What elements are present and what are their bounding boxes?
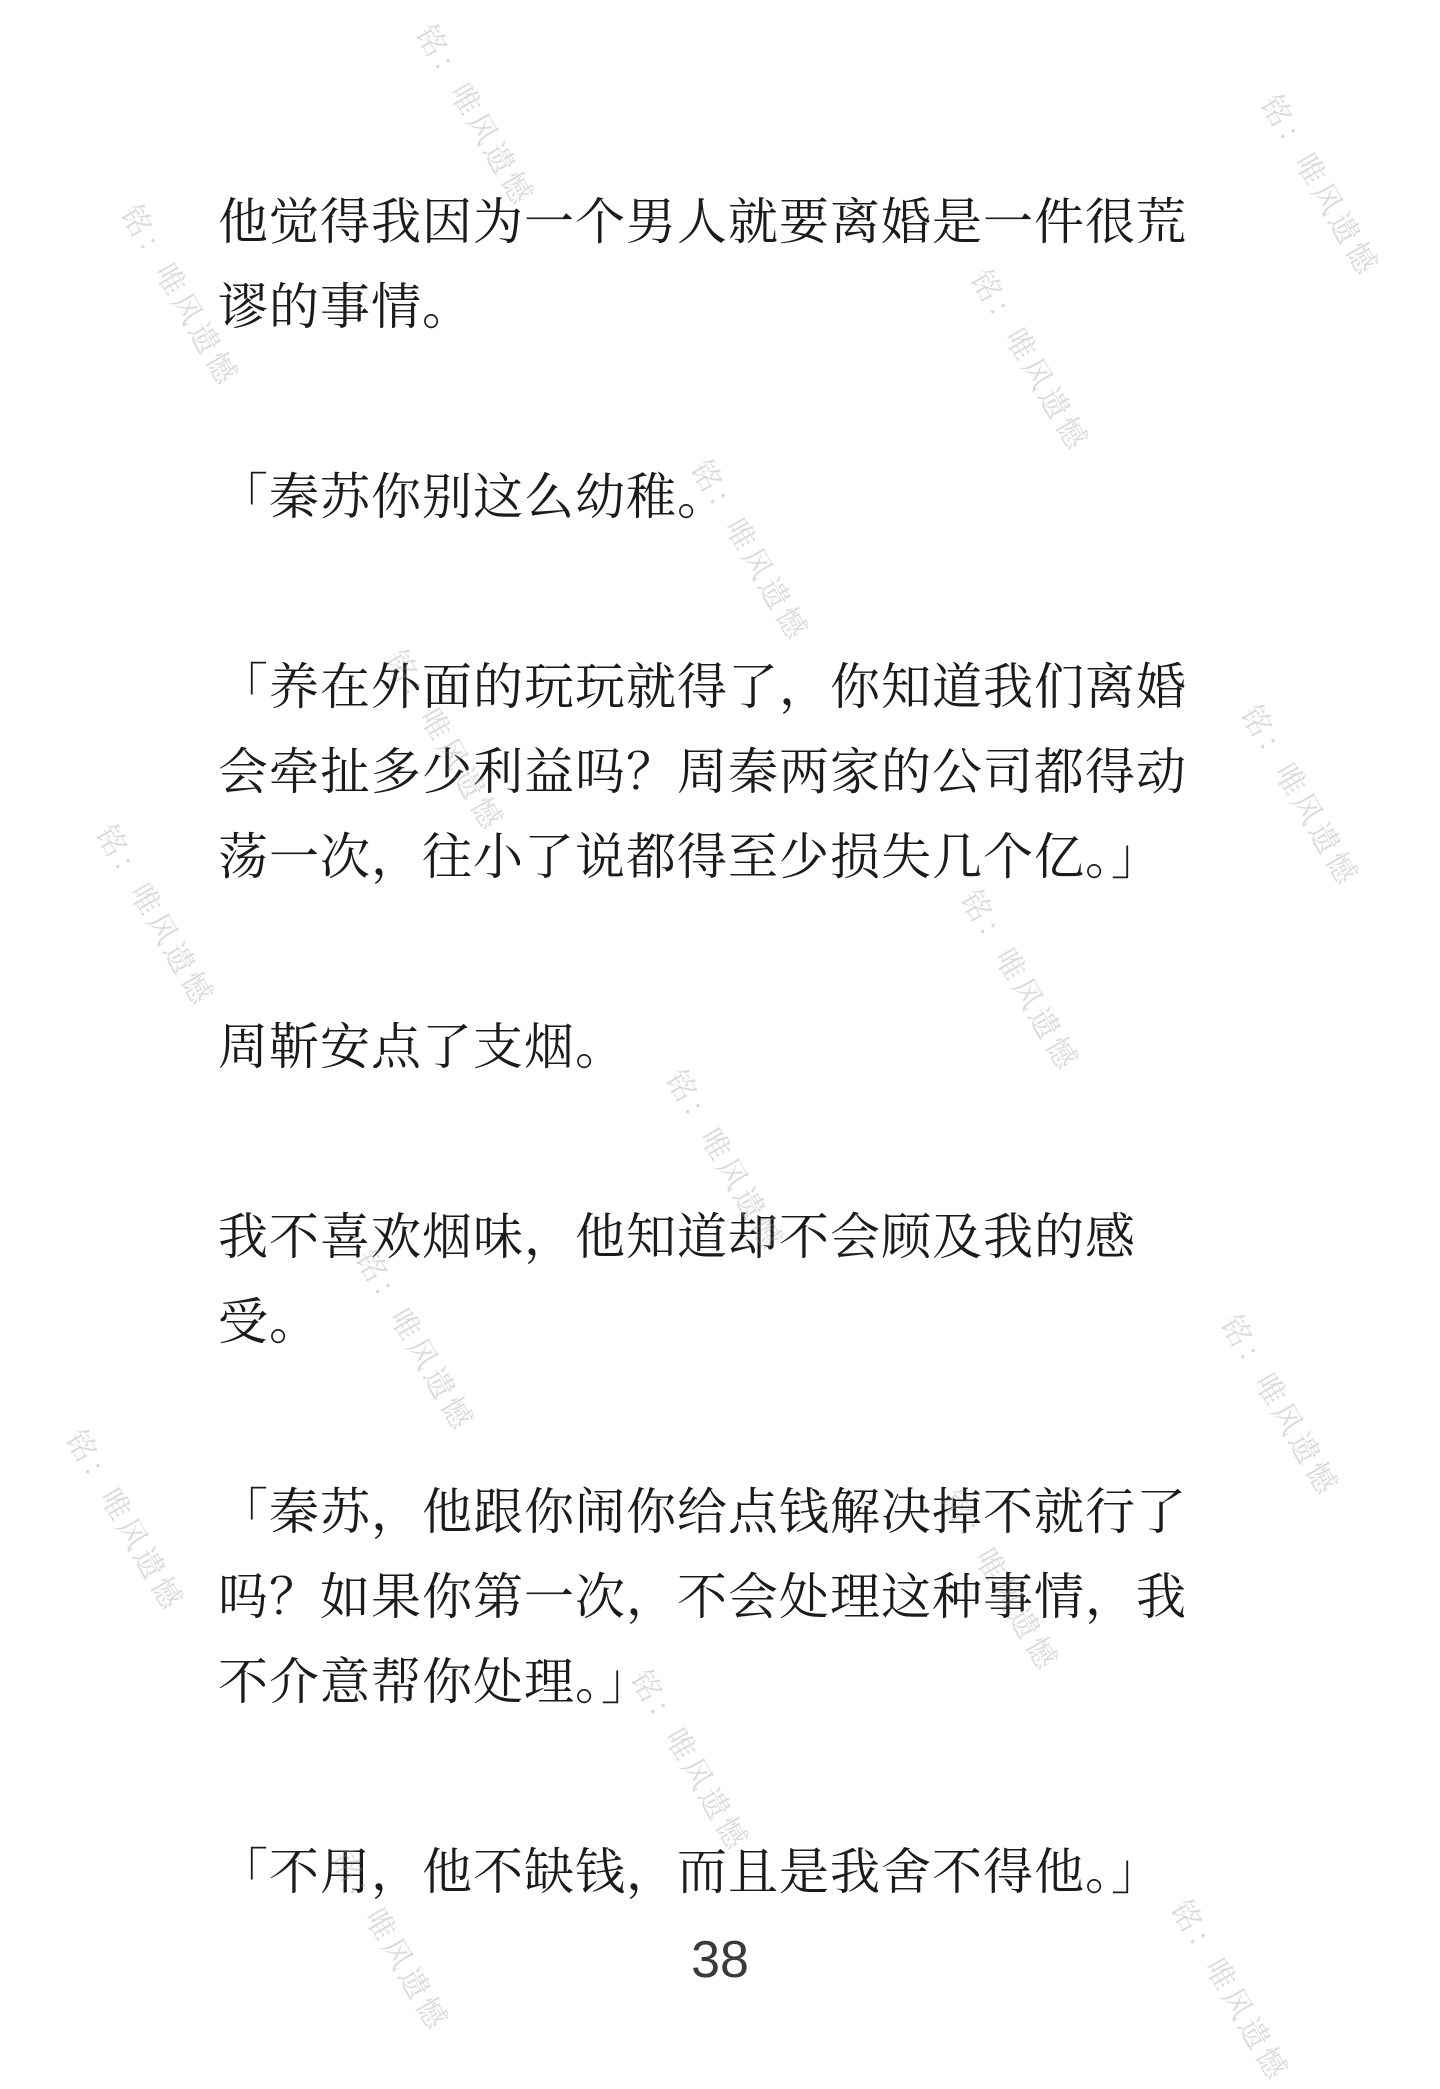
watermark: 铭：唯风遗憾 — [57, 1424, 191, 1619]
paragraph-7: 「不用，他不缺钱，而且是我舍不得他。」 — [218, 1843, 1162, 1901]
watermark: 铭：唯风遗憾 — [377, 644, 511, 839]
watermark: 铭：唯风遗憾 — [1162, 1894, 1296, 2089]
watermark: 铭：唯风遗憾 — [657, 1064, 791, 1259]
watermark: 铭：唯风遗憾 — [347, 1244, 481, 1439]
paragraph-2: 「秦苏你别这么幼稚。 — [218, 468, 728, 526]
watermark: 铭：唯风遗憾 — [682, 454, 816, 649]
watermark: 铭：唯风遗憾 — [407, 19, 541, 214]
watermark: 铭：唯风遗憾 — [1212, 1309, 1346, 1504]
paragraph-1: 他觉得我因为一个男人就要离婚是一件很荒谬的事情。 — [218, 193, 1187, 336]
watermark: 铭：唯风遗憾 — [1252, 89, 1386, 284]
paragraph-3: 「养在外面的玩玩就得了，你知道我们离婚会牵扯多少利益吗？周秦两家的公司都得动荡一次，往小了说都得至少损失几个亿。」 — [218, 658, 1187, 886]
watermark: 铭：唯风遗憾 — [1232, 699, 1366, 894]
watermark: 铭：唯风遗憾 — [962, 264, 1096, 459]
watermark: 铭：唯风遗憾 — [932, 1484, 1066, 1679]
watermark: 铭：唯风遗憾 — [622, 1664, 756, 1859]
body-text — [218, 180, 1228, 2020]
paragraph-5: 我不喜欢烟味，他知道却不会顾及我的感受。 — [218, 1208, 1136, 1351]
paragraph-6: 「秦苏，他跟你闹你给点钱解决掉不就行了吗？如果你第一次，不会处理这种事情，我不介意帮你处理。」 — [218, 1483, 1187, 1711]
page-number: 38 — [691, 1931, 749, 1989]
watermark: 铭：唯风遗憾 — [87, 819, 221, 1014]
watermark: 铭：唯风遗憾 — [952, 884, 1086, 1079]
paragraph-4: 周靳安点了支烟。 — [218, 1018, 626, 1076]
watermark: 铭：唯风遗憾 — [322, 1844, 456, 2039]
watermark: 铭：唯风遗憾 — [112, 199, 246, 394]
